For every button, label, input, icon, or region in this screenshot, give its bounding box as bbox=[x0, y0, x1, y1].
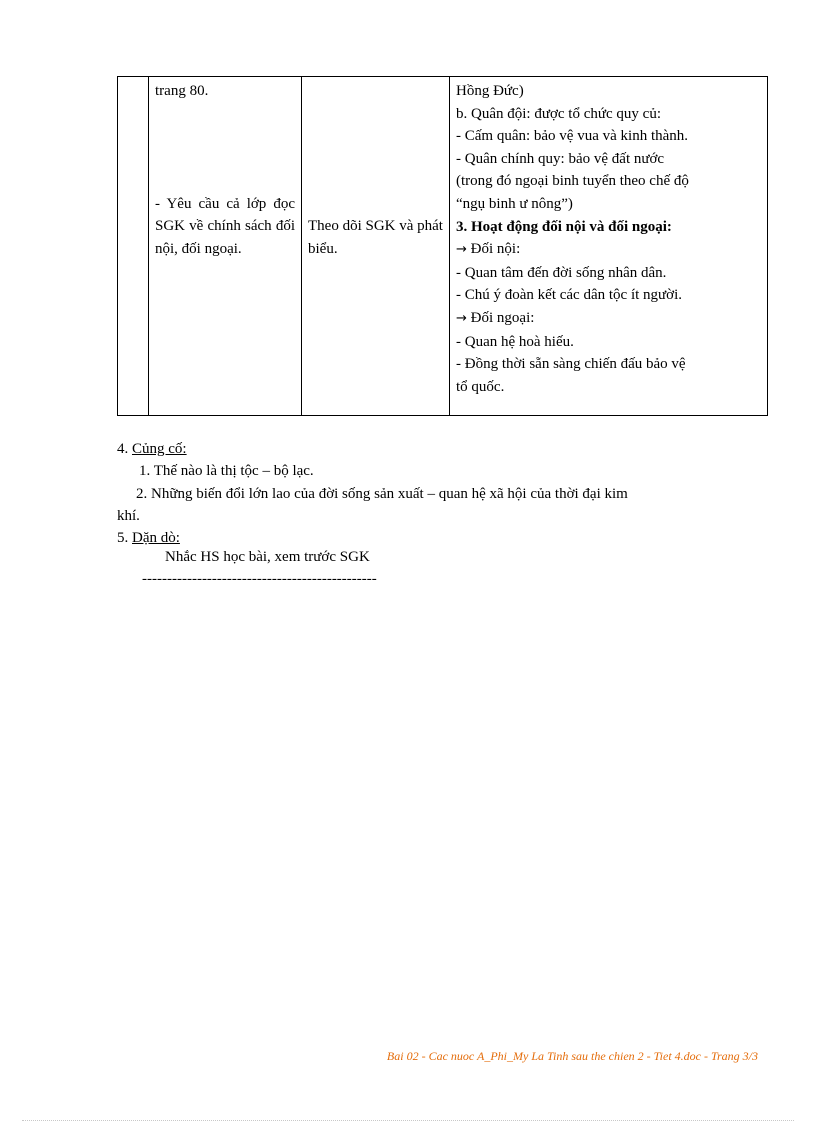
question-2-cont: khí. bbox=[117, 508, 140, 524]
content-line: “ngụ binh ư nông”) bbox=[456, 195, 573, 212]
step-cell bbox=[118, 77, 149, 416]
page-footer: Bai 02 - Cac nuoc A_Phi_My La Tinh sau the chien 2 - Tiet 4.doc - Trang 3/3 bbox=[386, 1049, 758, 1063]
content-line: → Đối nội: bbox=[456, 241, 521, 258]
content-line: - Quan tâm đến đời sống nhân dân. bbox=[456, 264, 667, 281]
homework-heading: 5. Dặn dò: bbox=[117, 530, 180, 546]
content-line: b. Quân đội: được tổ chức quy củ: bbox=[456, 105, 661, 122]
content-line: → Đối ngoại: bbox=[456, 309, 535, 326]
section-heading: 3. Hoạt động đối nội và đối ngoại: bbox=[456, 218, 672, 235]
homework-text: Nhắc HS học bài, xem trước SGK bbox=[165, 549, 370, 565]
content-line: - Chú ý đoàn kết các dân tộc ít người. bbox=[456, 287, 683, 304]
question-2: 2. Những biến đổi lớn lao của đời sống sản xuất – quan hệ xã hội của thời đại kim bbox=[136, 486, 628, 502]
content-line: - Cấm quân: bảo vệ vua và kinh thành. bbox=[456, 128, 689, 145]
question-1: 1. Thế nào là thị tộc – bộ lạc. bbox=[139, 463, 314, 479]
consolidate-heading: 4. Củng cố: bbox=[117, 441, 187, 457]
homework-title: Dặn dò: bbox=[132, 530, 180, 546]
content-line: - Quân chính quy: bảo vệ đất nước bbox=[456, 150, 665, 167]
table-row bbox=[118, 77, 768, 416]
content-line: (trong đó ngoại binh tuyển theo chế độ bbox=[456, 173, 689, 190]
teacher-activity-cell bbox=[149, 77, 302, 416]
content-line: tổ quốc. bbox=[456, 378, 505, 395]
arrow-right-icon: → bbox=[456, 242, 467, 258]
content-line: - Quan hệ hoà hiếu. bbox=[456, 333, 574, 350]
teacher-request: - Yêu cầu cả lớp đọc SGK về chính sách đối nội, đối ngoại. bbox=[155, 195, 295, 257]
divider: ----------------------------------------------- bbox=[142, 571, 377, 587]
student-activity-cell bbox=[302, 77, 450, 416]
page-edge bbox=[22, 1120, 794, 1121]
content-cell bbox=[450, 77, 768, 416]
lesson-table bbox=[117, 76, 768, 416]
consolidate-title: Củng cố: bbox=[132, 441, 187, 457]
student-text: Theo dõi SGK và phát biểu. bbox=[308, 218, 443, 257]
arrow-right-icon: → bbox=[456, 310, 467, 326]
content-line: - Đồng thời sẵn sàng chiến đấu bảo vệ bbox=[456, 356, 686, 373]
content-line: Hồng Đức) bbox=[456, 83, 524, 99]
teacher-text: trang 80. bbox=[155, 83, 209, 99]
